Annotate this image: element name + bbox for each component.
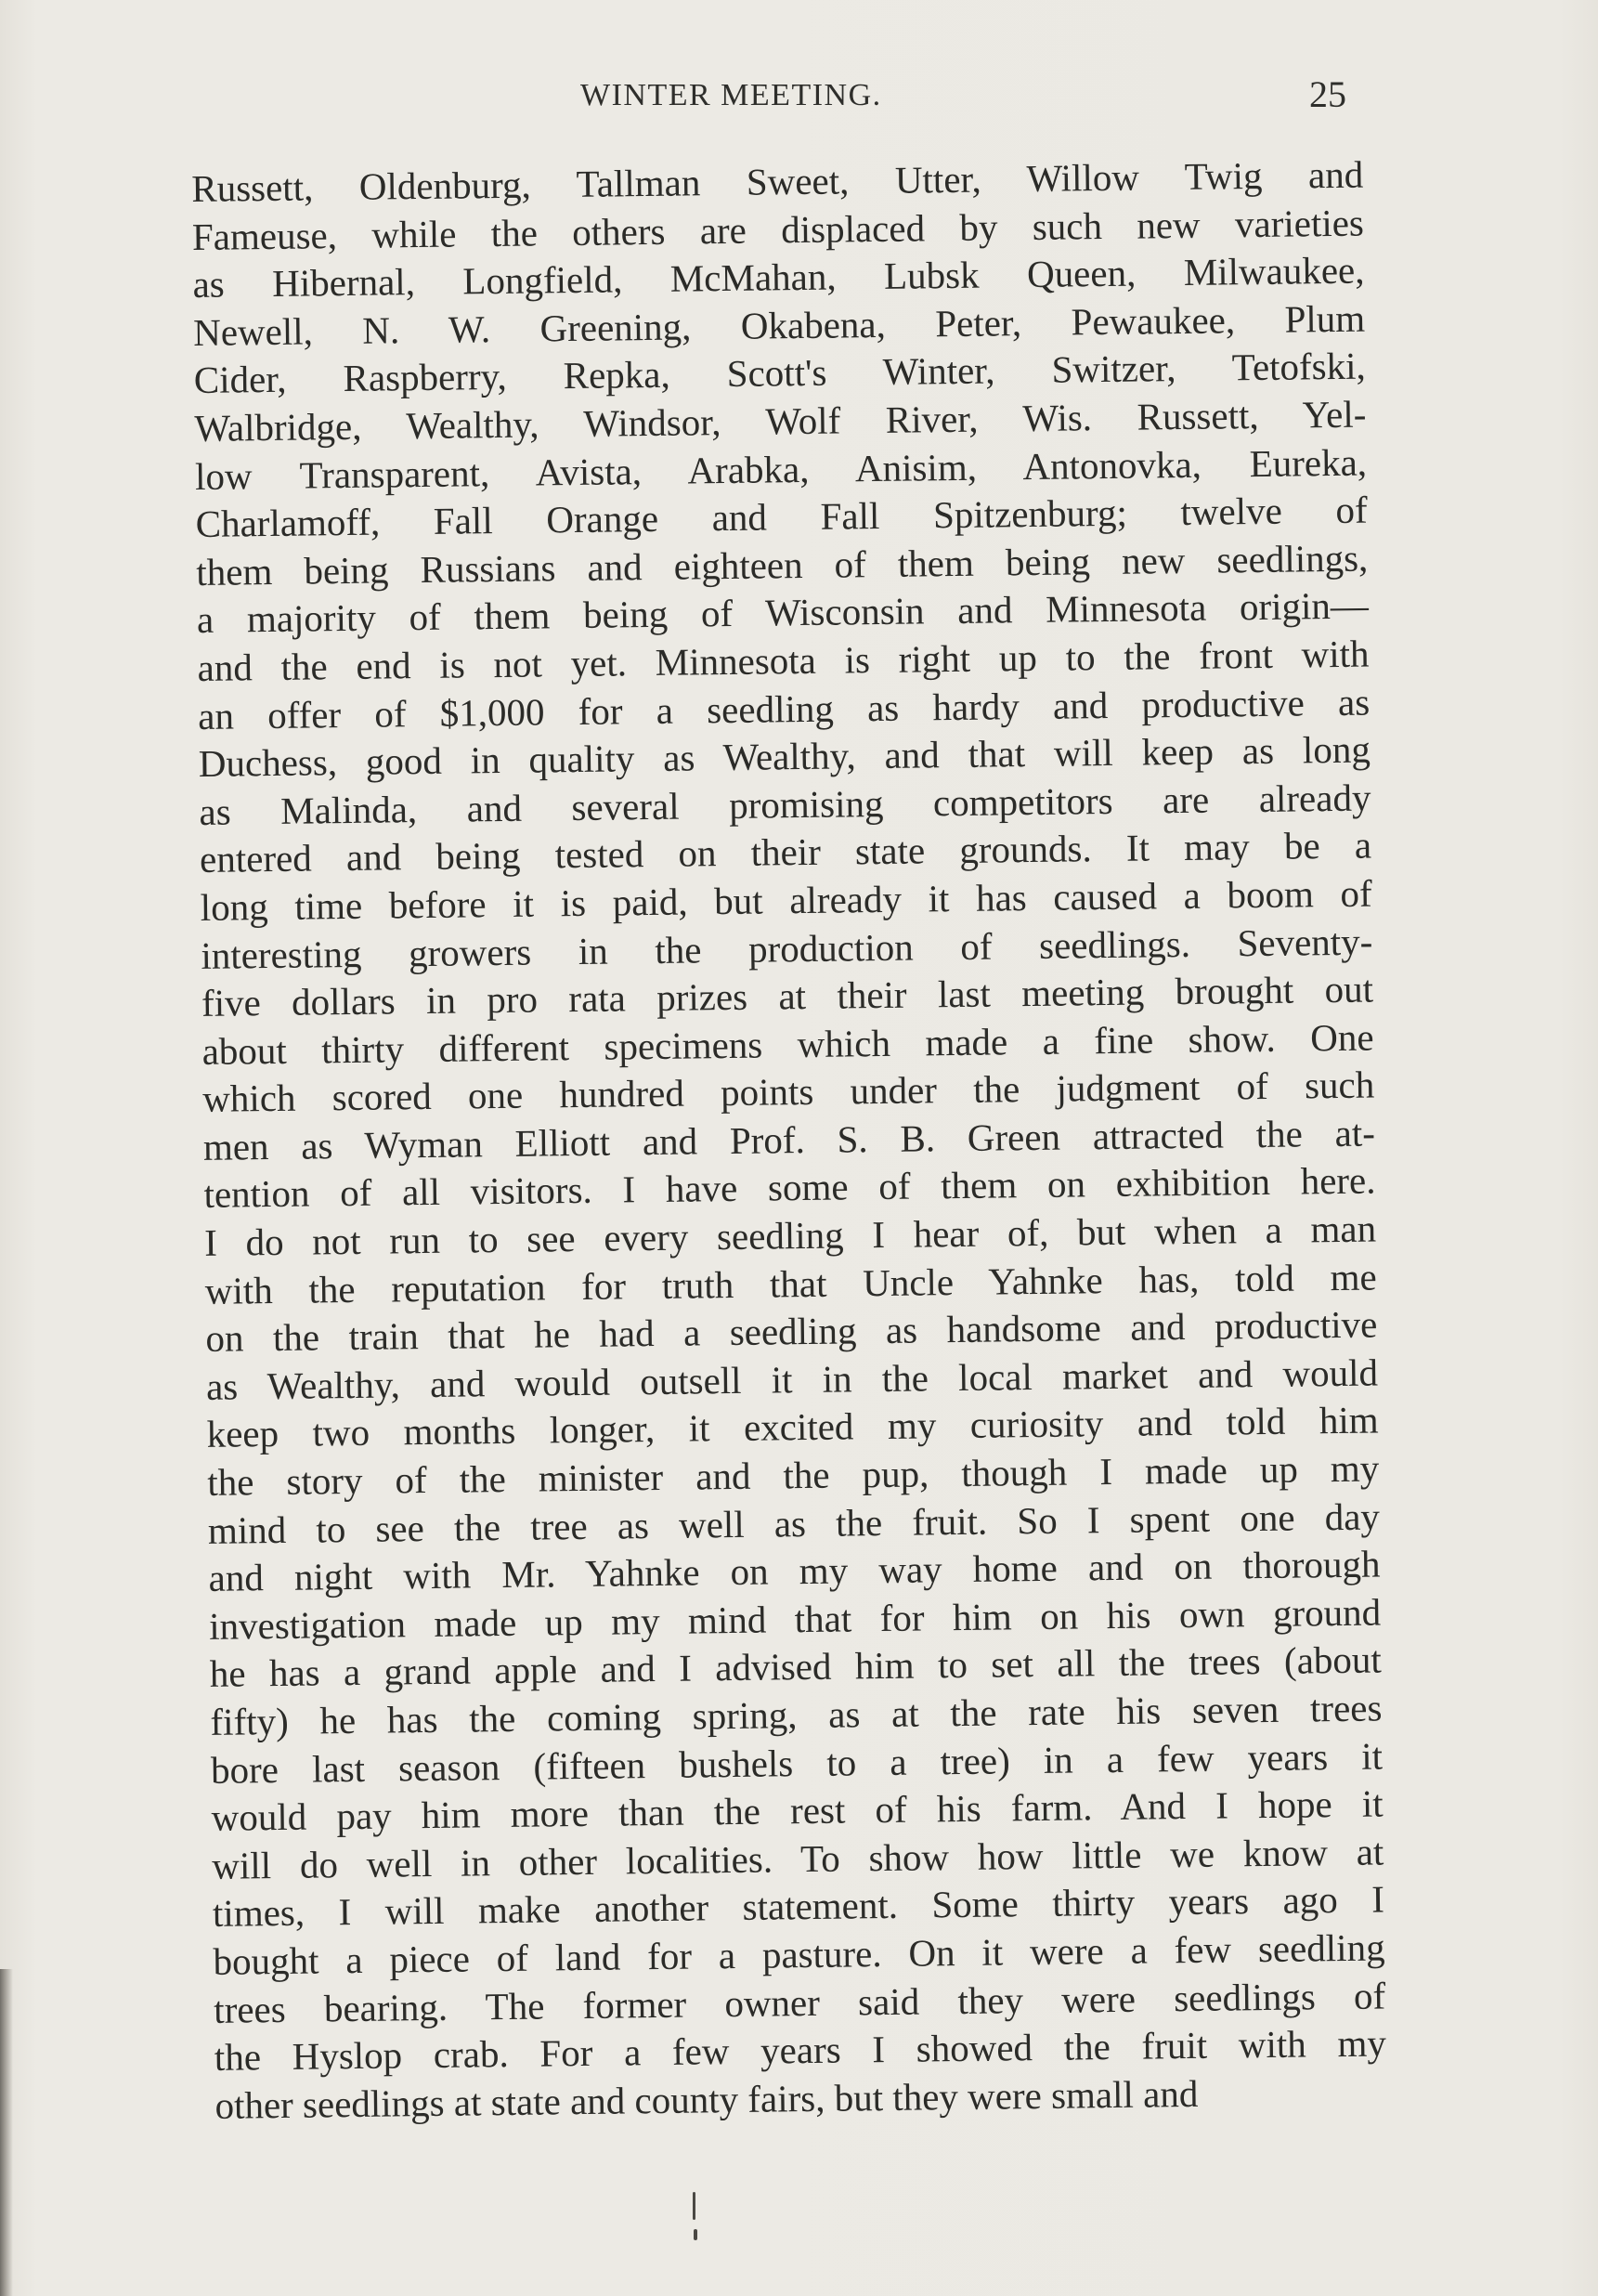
text-line: fifty) he has the coming spring, as at the rate his seven trees bbox=[210, 1686, 1383, 1743]
text-line: other seedlings at state and county fairs, but they were small and bbox=[214, 2071, 1199, 2127]
page-header bbox=[186, 73, 1346, 124]
text-line: as Malinda, and several promising competitors are already bbox=[199, 776, 1371, 833]
text-line: tention of all visitors. I have some of them on exhibition here. bbox=[203, 1158, 1376, 1217]
body-paragraph bbox=[191, 151, 1387, 2131]
text-line: long time before it is paid, but already it has caused a boom of bbox=[200, 871, 1372, 929]
print-speck bbox=[692, 2192, 697, 2244]
binding-shadow bbox=[0, 1969, 13, 2296]
text-line: as Hibernal, Longfield, McMahan, Lubsk Queen, Milwaukee, bbox=[192, 248, 1365, 307]
text-line: mind to see the tree as well as the fruit. So I spent one day bbox=[207, 1494, 1381, 1552]
text-line: Walbridge, Wealthy, Windsor, Wolf River, Wis. Russett, Yel- bbox=[194, 392, 1367, 450]
text-line: them being Russians and eighteen of them being new seedlings, bbox=[196, 536, 1369, 594]
text-line: with the reputation for truth that Uncle Yahnke has, told me bbox=[204, 1255, 1377, 1312]
text-line: which scored one hundred points under the judgment of such bbox=[202, 1063, 1375, 1121]
text-line: on the train that he had a seedling as handsome and productive bbox=[205, 1302, 1378, 1361]
text-line: bought a piece of land for a pasture. On it were a few seedling bbox=[213, 1925, 1385, 1983]
text-line: interesting growers in the production of seedlings. Seventy- bbox=[201, 920, 1373, 977]
text-line: Newell, N. W. Greening, Okabena, Peter, Pewaukee, Plum bbox=[192, 296, 1366, 354]
text-line: Cider, Raspberry, Repka, Scott's Winter, Switzer, Tetofski, bbox=[193, 344, 1367, 402]
text-line: I do not run to see every seedling I hear of, but when a man bbox=[203, 1207, 1377, 1264]
text-line: about thirty different specimens which made a fine show. One bbox=[201, 1015, 1374, 1073]
text-line: Duchess, good in quality as Wealthy, and that will keep as long bbox=[198, 727, 1371, 786]
text-line: and night with Mr. Yahnke on my way home and on thorough bbox=[208, 1542, 1381, 1600]
text-line: the story of the minister and the pup, though I made up my bbox=[207, 1446, 1380, 1504]
text-line: low Transparent, Avista, Arabka, Anisim, Antonovka, Eureka, bbox=[194, 440, 1368, 498]
text-line: he has a grand apple and I advised him to set all the trees (about bbox=[209, 1637, 1383, 1696]
text-line: entered and being tested on their state grounds. It may be a bbox=[199, 823, 1372, 881]
text-line: would pay him more than the rest of his farm. And I hope it bbox=[211, 1781, 1384, 1840]
text-line: keep two months longer, it excited my curiosity and told him bbox=[206, 1398, 1379, 1456]
text-line: as Wealthy, and would outsell it in the local market and would bbox=[205, 1350, 1379, 1408]
text-line: an offer of $1,000 for a seedling as hardy and productive as bbox=[197, 680, 1371, 737]
text-line: a majority of them being of Wisconsin and Minnesota origin— bbox=[196, 583, 1370, 642]
text-line: Charlamoff, Fall Orange and Fall Spitzenburg; twelve of bbox=[195, 488, 1368, 546]
text-line: five dollars in pro rata prizes at their last meeting brought out bbox=[201, 967, 1374, 1025]
text-line: times, I will make another statement. Some thirty years ago I bbox=[212, 1877, 1385, 1936]
text-line: the Hyslop crab. For a few years I showed the fruit with my bbox=[214, 2021, 1387, 2080]
text-line: investigation made up my mind that for him on his own ground bbox=[208, 1590, 1382, 1648]
running-head: WINTER MEETING. bbox=[580, 78, 882, 112]
text-line: will do well in other localities. To show how little we know at bbox=[212, 1830, 1384, 1887]
text-line: Russett, Oldenburg, Tallman Sweet, Utter, Willow Twig and bbox=[191, 152, 1364, 210]
page-number: 25 bbox=[1309, 73, 1346, 115]
text-line: trees bearing. The former owner said they were seedlings of bbox=[213, 1973, 1386, 2031]
text-line: bore last season (fifteen bushels to a tree) in a few years it bbox=[210, 1734, 1384, 1792]
text-line: and the end is not yet. Minnesota is right up to the front with bbox=[197, 632, 1370, 689]
text-line: men as Wyman Elliott and Prof. S. B. Green attracted the at- bbox=[202, 1111, 1376, 1168]
text-line: Fameuse, while the others are displaced by such new varieties bbox=[191, 201, 1365, 258]
